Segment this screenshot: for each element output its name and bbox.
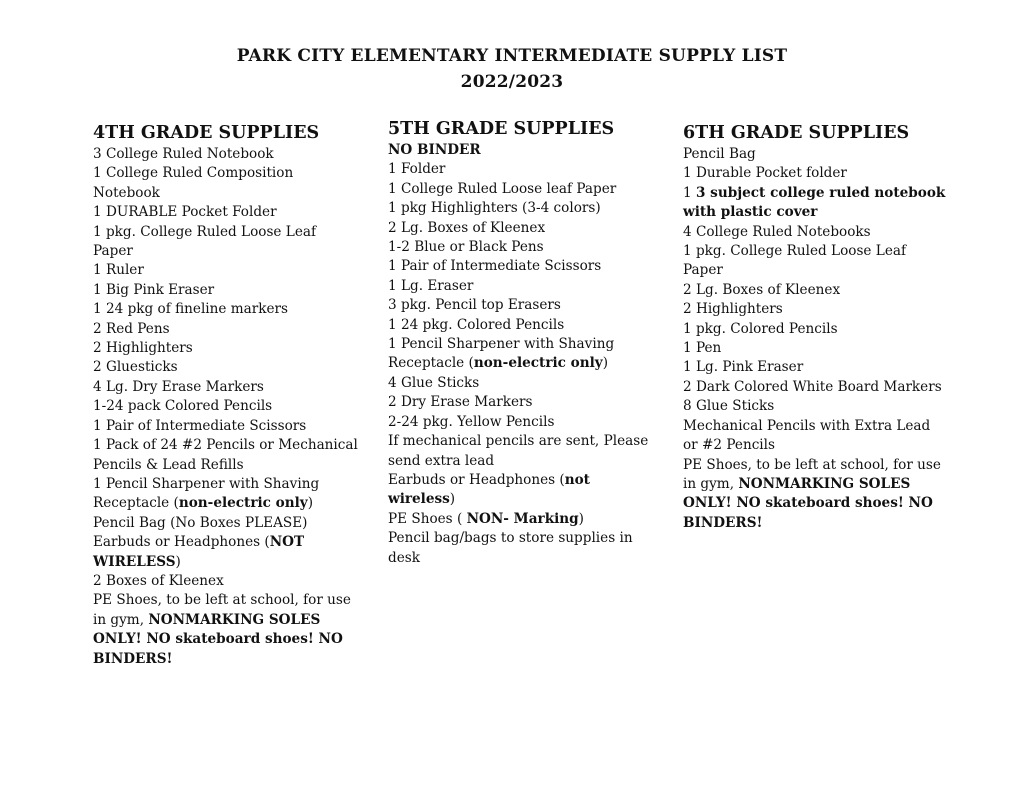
- supply-item: [93, 164, 358, 203]
- supply-item: [683, 339, 948, 358]
- supply-item: [388, 238, 653, 257]
- supply-item-emphasis: 3 subject college ruled notebook with plastic cover: [683, 184, 946, 221]
- supply-item-text: 2 Lg. Boxes of Kleenex: [388, 219, 546, 236]
- supply-item: [388, 316, 653, 335]
- supply-item: [683, 417, 948, 456]
- supply-item: [683, 145, 948, 164]
- supply-item-emphasis: NON- Marking: [466, 510, 579, 527]
- supply-item: [683, 184, 948, 223]
- supply-item-text: 1 Folder: [388, 161, 446, 178]
- grade-4-supply-list: [93, 145, 358, 669]
- supply-item: [93, 514, 358, 533]
- supply-item-text: Mechanical Pencils with Extra Lead or #2 Pencils: [683, 417, 931, 454]
- supply-item-text: 1 Ruler: [93, 262, 144, 279]
- supply-item-text: 2 Dark Colored White Board Markers: [683, 378, 942, 395]
- supply-item-text: 1 pkg. Colored Pencils: [683, 320, 838, 337]
- supply-item: [93, 475, 358, 514]
- supply-item-text: 1 pkg. College Ruled Loose Leaf Paper: [93, 223, 316, 260]
- supply-item-text: 1 Lg. Eraser: [388, 277, 474, 294]
- supply-item-text: 1 DURABLE Pocket Folder: [93, 204, 277, 221]
- supply-item-text: 1 Big Pink Eraser: [93, 281, 215, 298]
- supply-item: [388, 277, 653, 296]
- grade-5-column: [388, 117, 653, 568]
- supply-item-text: 1 Pencil Sharpener with Shaving Receptacle (: [388, 336, 615, 372]
- supply-item-text: PE Shoes (: [388, 510, 467, 527]
- grade-4-column: [93, 121, 358, 669]
- supply-item: [683, 281, 948, 300]
- supply-item-text: ): [602, 355, 608, 372]
- supply-item: [388, 160, 653, 179]
- supply-item-text: ): [578, 510, 584, 527]
- supply-item-text: If mechanical pencils are sent, Please send extra lead: [388, 433, 649, 469]
- supply-item-emphasis: NO BINDER: [388, 142, 481, 158]
- supply-item: [683, 397, 948, 416]
- page-title: PARK CITY ELEMENTARY INTERMEDIATE SUPPLY LIST: [236, 46, 788, 66]
- supply-item-text: 1 Lg. Pink Eraser: [683, 359, 804, 376]
- supply-item-text: 4 College Ruled Notebooks: [683, 223, 871, 240]
- supply-item: [388, 413, 653, 432]
- supply-item-text: Pencil Bag: [683, 146, 756, 162]
- supply-item-text: Pencil bag/bags to store supplies in desk: [388, 530, 633, 566]
- supply-item-text: 4 Lg. Dry Erase Markers: [93, 378, 264, 395]
- supply-item-text: 3 College Ruled Notebook: [93, 146, 274, 162]
- supply-item-text: 1 24 pkg. Colored Pencils: [388, 316, 565, 333]
- supply-item: [683, 358, 948, 377]
- supply-item: [93, 300, 358, 319]
- school-year: 2022/2023: [460, 72, 564, 92]
- supply-item: [683, 320, 948, 339]
- supply-item: [388, 296, 653, 315]
- supply-item-text: 1 Pen: [683, 340, 722, 357]
- supply-item: [93, 145, 358, 164]
- grade-6-heading: 6TH GRADE SUPPLIES: [683, 123, 910, 143]
- supply-item-text: 2 Red Pens: [93, 320, 170, 337]
- supply-item: [683, 164, 948, 183]
- supply-item: [683, 223, 948, 242]
- supply-item: [93, 436, 358, 475]
- supply-item-text: ): [307, 495, 313, 512]
- supply-item-text: 1 College Ruled Loose leaf Paper: [388, 180, 617, 197]
- supply-item: [388, 335, 653, 374]
- supply-item-emphasis: non-electric only: [178, 495, 308, 512]
- supply-item-text: 1-24 pack Colored Pencils: [93, 398, 273, 415]
- supply-item: [388, 432, 653, 471]
- supply-item-text: 2 Highlighters: [683, 301, 783, 318]
- supply-item-text: 1-2 Blue or Black Pens: [388, 239, 544, 256]
- supply-item: [683, 300, 948, 319]
- supply-item-text: ): [449, 491, 456, 508]
- supply-item: [93, 223, 358, 262]
- supply-item-text: ): [175, 553, 181, 570]
- grade-6-supply-list: [683, 145, 948, 533]
- supply-item: [388, 257, 653, 276]
- grade-6-column: [683, 121, 948, 533]
- supply-item-text: 1 College Ruled Composition Notebook: [93, 165, 294, 201]
- supply-item: [388, 471, 653, 510]
- supply-item: [388, 180, 653, 199]
- supply-item-text: Earbuds or Headphones (: [388, 471, 565, 488]
- supply-item: [93, 339, 358, 358]
- supply-item-text: 4 Glue Sticks: [388, 374, 480, 391]
- supply-item-emphasis: NONMARKING SOLES ONLY! NO skateboard shoes! NO BINDERS!: [683, 475, 933, 531]
- supply-item-text: 2 Dry Erase Markers: [388, 394, 533, 411]
- supply-item: [93, 358, 358, 377]
- supply-item-text: 3 pkg. Pencil top Erasers: [388, 297, 561, 314]
- supply-item: [388, 529, 653, 568]
- supply-item-text: 1 Durable Pocket folder: [683, 165, 847, 182]
- supply-item-emphasis: non-electric only: [473, 355, 603, 372]
- supply-item-text: 1 pkg. College Ruled Loose Leaf Paper: [683, 243, 906, 279]
- supply-item-text: 1 Pair of Intermediate Scissors: [93, 417, 307, 434]
- supply-item-text: 1 24 pkg of fineline markers: [93, 301, 289, 318]
- supply-item-text: 1 Pencil Sharpener with Shaving Receptacle (: [93, 475, 320, 512]
- supply-item-text: 2 Boxes of Kleenex: [93, 572, 224, 589]
- supply-item-text: PE Shoes, to be left at school, for use in gym,: [93, 592, 351, 628]
- supply-item: [388, 219, 653, 238]
- supply-item: [388, 199, 653, 218]
- supply-item-text: 2 Lg. Boxes of Kleenex: [683, 281, 841, 298]
- supply-item: [93, 572, 358, 591]
- supply-item-text: 1 Pack of 24 #2 Pencils or Mechanical Pencils & Lead Refills: [93, 437, 358, 473]
- supply-item-text: 2 Highlighters: [93, 340, 193, 357]
- supply-item: [388, 141, 653, 160]
- supply-item-text: 1 Pair of Intermediate Scissors: [388, 258, 602, 275]
- supply-item-emphasis: NONMARKING SOLES ONLY! NO skateboard shoes! NO BINDERS!: [93, 611, 343, 667]
- supply-item-text: Pencil Bag (No Boxes PLEASE): [93, 514, 308, 531]
- supply-item: [93, 397, 358, 416]
- grade-5-heading: 5TH GRADE SUPPLIES: [388, 119, 615, 139]
- supply-item-text: 2 Gluesticks: [93, 359, 178, 376]
- supply-item: [93, 591, 358, 669]
- supply-item-text: PE Shoes, to be left at school, for use in gym,: [683, 456, 941, 492]
- grade-5-supply-list: [388, 141, 653, 568]
- supply-item-emphasis: NOT WIRELESS: [93, 534, 305, 570]
- supply-item: [683, 242, 948, 281]
- supply-item-text: 1 pkg Highlighters (3-4 colors): [388, 200, 601, 217]
- supply-item-text: 2-24 pkg. Yellow Pencils: [388, 413, 555, 430]
- supply-item: [683, 378, 948, 397]
- supply-item-text: Earbuds or Headphones (: [93, 534, 270, 551]
- supply-item: [93, 261, 358, 280]
- supply-item-text: 1: [683, 184, 696, 201]
- supply-item: [683, 456, 948, 534]
- supply-item-text: 8 Glue Sticks: [683, 398, 775, 415]
- supply-item: [93, 203, 358, 222]
- supply-item: [93, 378, 358, 397]
- supply-item: [388, 374, 653, 393]
- supply-item: [93, 281, 358, 300]
- supply-item: [388, 393, 653, 412]
- supply-item-emphasis: not wireless: [388, 471, 590, 508]
- supply-item: [93, 417, 358, 436]
- supply-item: [388, 510, 653, 529]
- grade-4-heading: 4TH GRADE SUPPLIES: [93, 123, 320, 143]
- supply-item: [93, 320, 358, 339]
- supply-item: [93, 533, 358, 572]
